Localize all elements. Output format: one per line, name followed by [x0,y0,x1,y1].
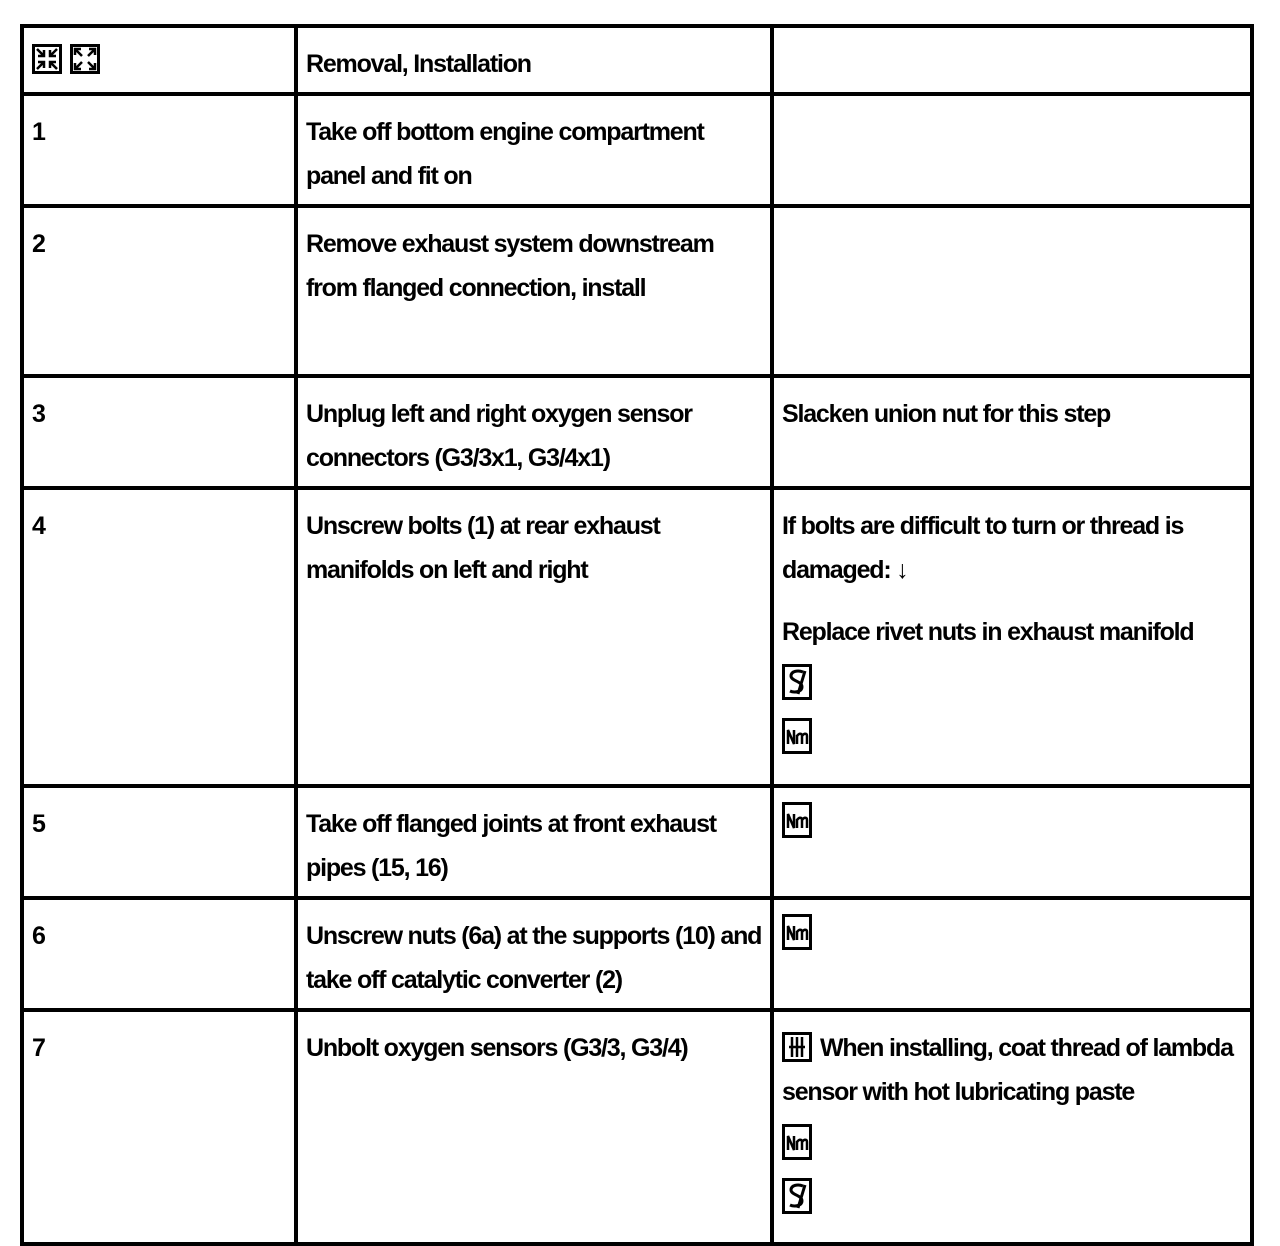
step-notes-cell [772,1010,1252,1244]
torque-nm-icon [782,1124,812,1160]
header-title: Removal, Installation [306,50,531,78]
step-number-cell [22,94,296,206]
step-number: 1 [32,118,45,146]
step-text-cell [296,488,772,786]
step-text: Take off flanged joints at front exhaust pipes (15, 16) [306,810,716,882]
step-note: If bolts are difficult to turn or thread is damaged: ↓ [782,512,1184,584]
step-text: Unplug left and right oxygen sensor connectors (G3/3x1, G3/4x1) [306,400,692,472]
torque-symbol [782,1124,1244,1168]
table-header-row [22,26,1252,94]
special-tool-icon [782,1178,812,1214]
step-notes-cell [772,488,1252,786]
step-text-cell [296,94,772,206]
header-title-cell [296,26,772,94]
header-notes-cell [772,26,1252,94]
torque-symbol [782,802,1244,846]
step-number: 2 [32,230,45,258]
step-number: 6 [32,922,45,950]
step-notes-cell [772,786,1252,898]
torque-symbol [782,914,1244,958]
table-row [22,206,1252,376]
step-text-cell [296,786,772,898]
step-notes-cell [772,206,1252,376]
procedure-sheet [20,24,1250,1246]
installation-note-icon [782,1032,812,1062]
table-row [22,1010,1252,1244]
step-text-cell [296,898,772,1010]
step-note-with-symbol [782,1026,1244,1114]
torque-nm-icon [782,718,812,754]
step-text: Unscrew bolts (1) at rear exhaust manifolds on left and right [306,512,660,584]
step-text: Unscrew nuts (6a) at the supports (10) and take off catalytic converter (2) [306,922,762,994]
table-row [22,786,1252,898]
table-row [22,898,1252,1010]
torque-nm-icon [782,914,812,950]
installation-symbol-icon [70,44,100,74]
step-number: 3 [32,400,45,428]
step-number-cell [22,488,296,786]
step-number: 5 [32,810,45,838]
step-number: 7 [32,1034,45,1062]
step-text-cell [296,1010,772,1244]
step-number-cell [22,206,296,376]
step-text: Take off bottom engine compartment panel and fit on [306,118,704,190]
special-tool-icon [782,664,812,700]
step-note: Replace rivet nuts in exhaust manifold [782,618,1194,646]
step-text: Remove exhaust system downstream from flanged connection, install [306,230,714,302]
step-number: 4 [32,512,45,540]
special-tool-symbol [782,664,1244,708]
table-row [22,376,1252,488]
step-text-cell [296,206,772,376]
step-notes-cell [772,376,1252,488]
removal-symbol-icon [32,44,62,74]
step-notes-cell [772,898,1252,1010]
step-number-cell [22,1010,296,1244]
table-row [22,488,1252,786]
step-notes-cell [772,94,1252,206]
step-number-cell [22,786,296,898]
step-text: Unbolt oxygen sensors (G3/3, G3/4) [306,1034,688,1062]
step-note: Slacken union nut for this step [782,400,1111,428]
special-tool-symbol [782,1178,1244,1222]
step-text-cell [296,376,772,488]
step-number-cell [22,898,296,1010]
torque-nm-icon [782,802,812,838]
procedure-table [20,24,1254,1246]
torque-symbol [782,718,1244,762]
step-number-cell [22,376,296,488]
header-icons-cell [22,26,296,94]
table-row [22,94,1252,206]
step-note: When installing, coat thread of lambda sensor with hot lubricating paste [782,1034,1233,1106]
